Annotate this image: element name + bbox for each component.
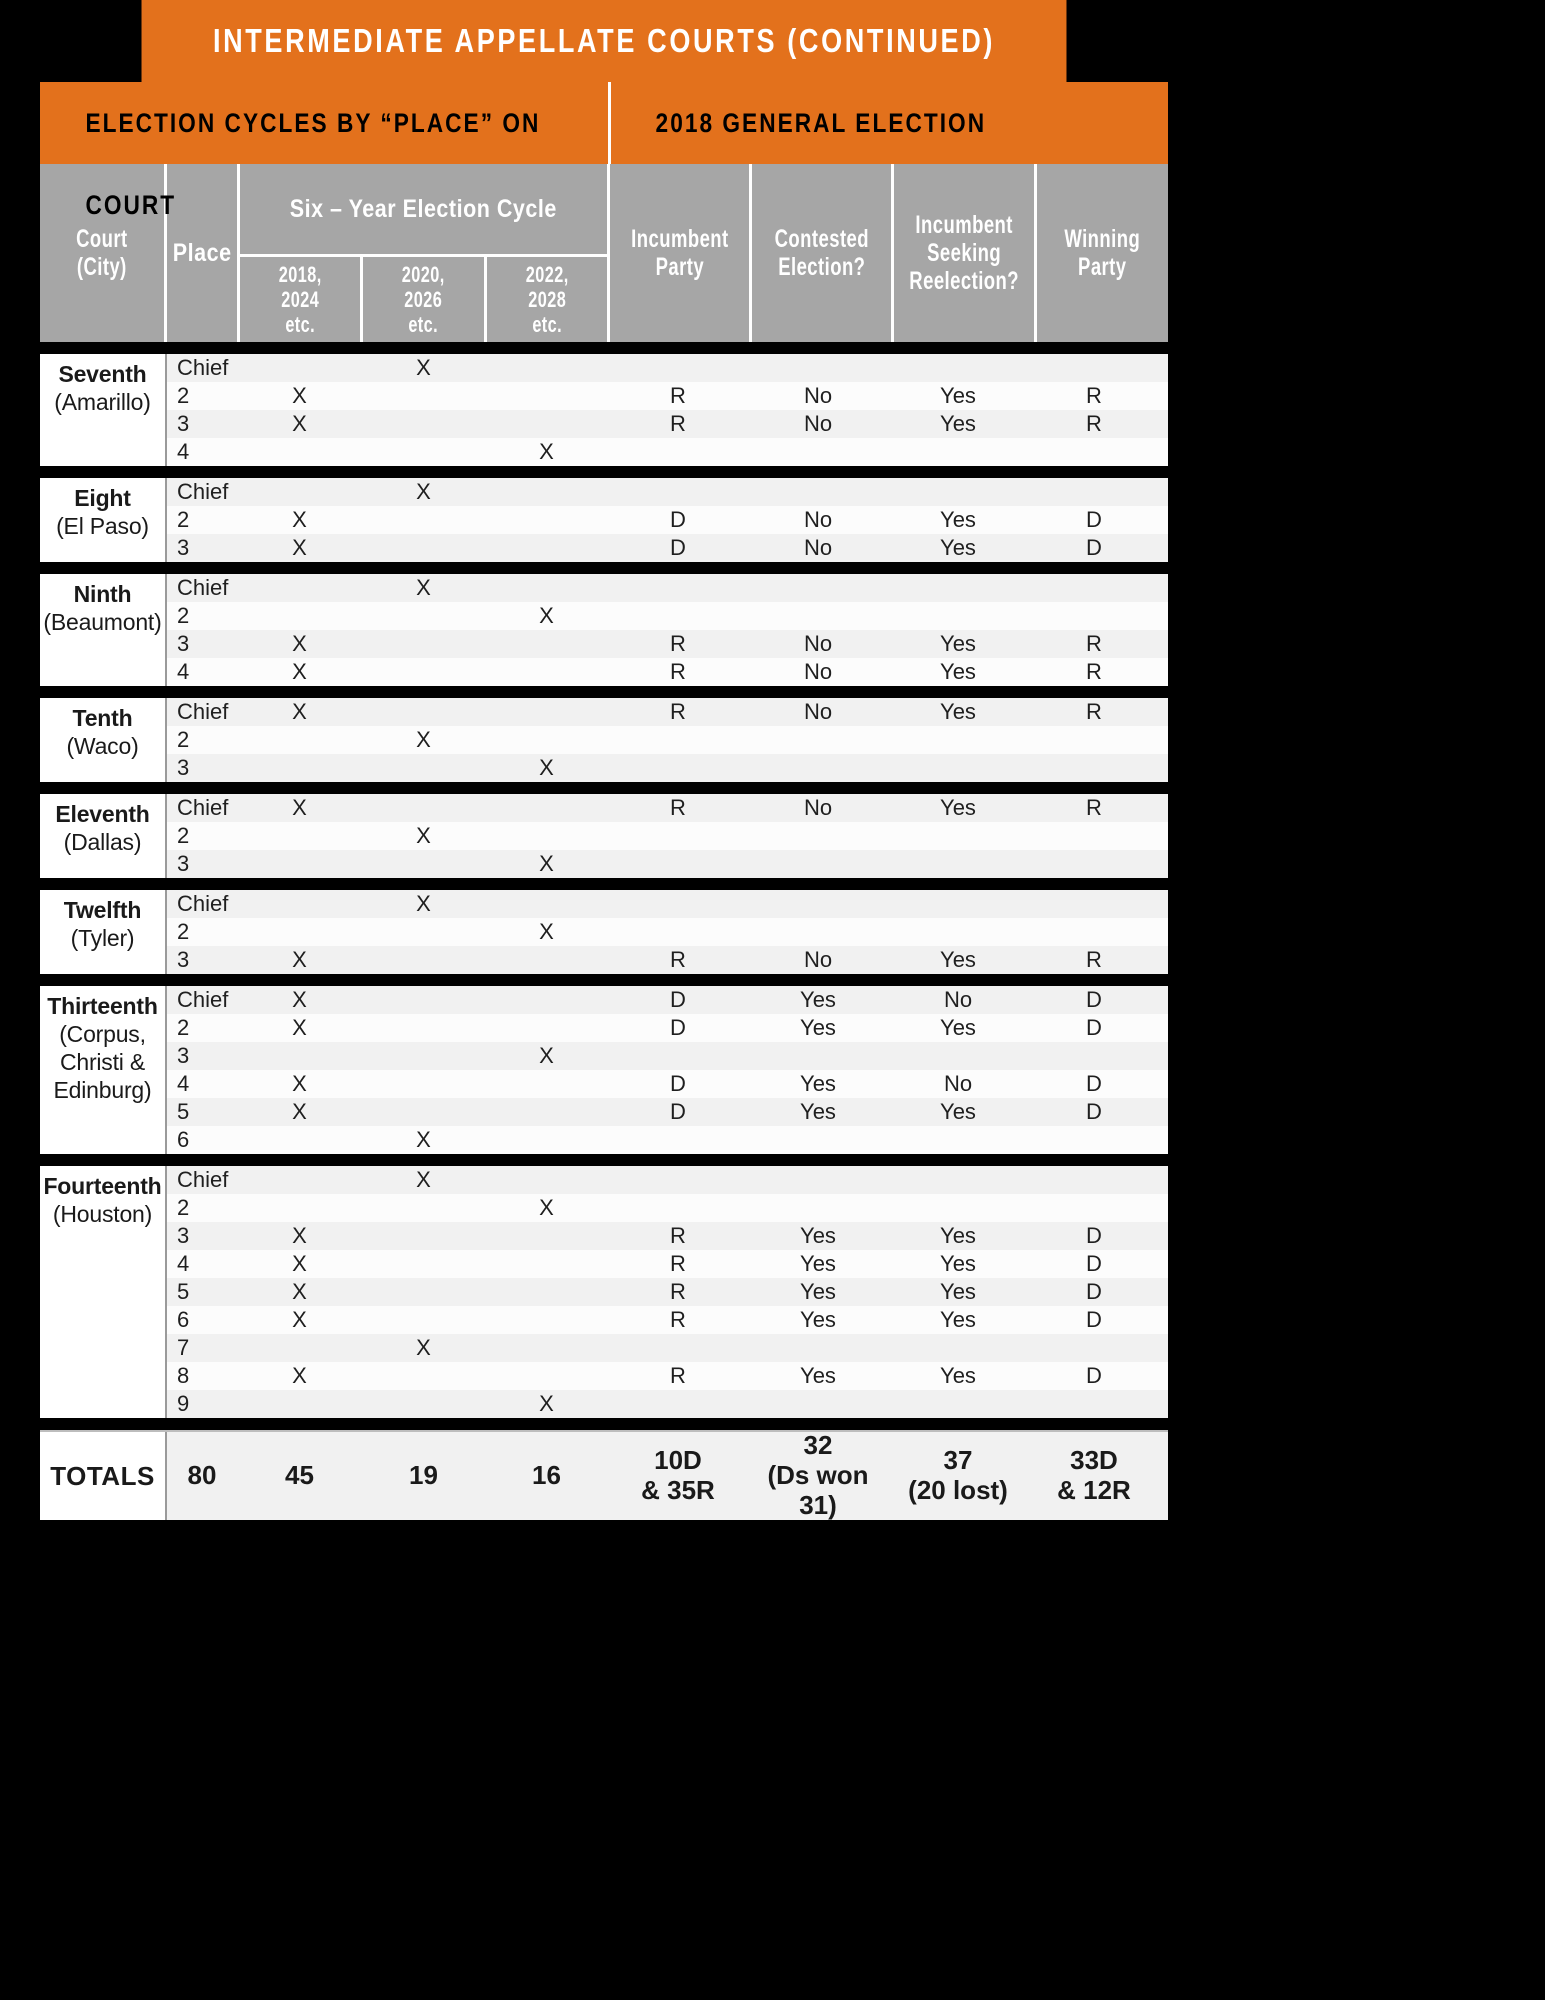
cell-winning: R xyxy=(1086,699,1102,724)
column-header-court-line1: Court xyxy=(76,225,128,253)
column-header-incumbent-party-line2: Party xyxy=(655,253,704,281)
table-row[interactable] xyxy=(167,1306,1168,1334)
court-name-cell xyxy=(40,698,165,782)
cell-year-2020: X xyxy=(416,891,431,916)
court-name: Seventh xyxy=(58,361,147,387)
table-row[interactable] xyxy=(167,1334,1168,1362)
court-group xyxy=(40,986,1168,1154)
court-group xyxy=(40,354,1168,466)
cell-place: 3 xyxy=(177,755,190,780)
cell-contested: Yes xyxy=(800,1223,836,1248)
table-row[interactable] xyxy=(167,698,1168,726)
table-body xyxy=(40,342,1168,1418)
column-header-incumbent-party xyxy=(610,164,749,342)
table-row[interactable] xyxy=(167,658,1168,686)
court-name: Tenth xyxy=(72,705,133,731)
cell-year-2018: X xyxy=(292,383,307,408)
cell-winning: R xyxy=(1086,411,1102,436)
cell-place: 2 xyxy=(177,727,190,752)
cell-place: 4 xyxy=(177,1251,190,1276)
cell-contested: No xyxy=(803,947,833,972)
totals-winning-line2: & 12R xyxy=(1057,1475,1131,1505)
cell-winning: D xyxy=(1086,987,1102,1012)
court-group xyxy=(40,478,1168,562)
court-city: (Beaumont) xyxy=(43,609,162,636)
cell-seeking: Yes xyxy=(940,659,976,684)
cell-incumbent-party: D xyxy=(670,987,686,1012)
cell-winning: D xyxy=(1086,1363,1102,1388)
table-row[interactable] xyxy=(167,890,1168,918)
cell-seeking: Yes xyxy=(940,699,976,724)
cell-winning: D xyxy=(1086,1015,1102,1040)
cell-year-2020: X xyxy=(416,355,431,380)
totals-year-2018: 45 xyxy=(285,1460,314,1491)
totals-incumbent-party-line2: & 35R xyxy=(641,1475,715,1505)
totals-contested-line2: (Ds won 31) xyxy=(767,1460,869,1520)
cell-year-2018: X xyxy=(292,699,307,724)
cell-year-2022: X xyxy=(539,439,554,464)
cell-year-2018: X xyxy=(292,1307,307,1332)
table-row[interactable] xyxy=(167,1070,1168,1098)
cell-contested: No xyxy=(803,659,833,684)
court-name-cell xyxy=(40,354,165,466)
table-row[interactable] xyxy=(167,1166,1168,1194)
cell-place: 3 xyxy=(177,947,190,972)
column-header-seeking-line1: Incumbent xyxy=(915,211,1013,239)
totals-year-2020: 19 xyxy=(409,1460,438,1491)
column-header-contested-line1: Contested xyxy=(774,225,869,253)
cell-incumbent-party: D xyxy=(670,507,686,532)
table-row[interactable] xyxy=(167,506,1168,534)
cell-place: Chief xyxy=(177,1167,229,1192)
court-city: Christi & xyxy=(59,1049,146,1076)
cell-contested: No xyxy=(803,411,833,436)
cell-contested: Yes xyxy=(800,1071,836,1096)
cell-incumbent-party: R xyxy=(670,1307,686,1332)
table-row[interactable] xyxy=(167,382,1168,410)
table-row[interactable] xyxy=(167,1042,1168,1070)
column-header-winning-party xyxy=(1037,164,1168,342)
table-row[interactable] xyxy=(167,794,1168,822)
cell-place: Chief xyxy=(177,355,229,380)
cell-year-2018: X xyxy=(292,411,307,436)
cell-place: Chief xyxy=(177,479,229,504)
cell-seeking: Yes xyxy=(940,1307,976,1332)
cell-winning: D xyxy=(1086,535,1102,560)
cell-place: 8 xyxy=(177,1363,190,1388)
cell-year-2018: X xyxy=(292,507,307,532)
cell-incumbent-party: R xyxy=(670,699,686,724)
court-group xyxy=(40,890,1168,974)
column-header-six-year-cycle-label: Six – Year Election Cycle xyxy=(289,195,557,223)
group-gap xyxy=(40,974,1168,986)
court-city: (Tyler) xyxy=(70,925,135,952)
cell-winning: D xyxy=(1086,1099,1102,1124)
cell-winning: R xyxy=(1086,631,1102,656)
table-row[interactable] xyxy=(167,726,1168,754)
cell-incumbent-party: R xyxy=(670,1279,686,1304)
cell-place: 2 xyxy=(177,823,190,848)
column-header-contested-line2: Election? xyxy=(777,253,866,281)
column-header-year-2018-line2: etc. xyxy=(284,312,315,338)
cell-contested: No xyxy=(803,795,833,820)
court-rows xyxy=(165,354,1168,466)
cell-incumbent-party: R xyxy=(670,1251,686,1276)
cell-year-2020: X xyxy=(416,727,431,752)
cell-seeking: Yes xyxy=(940,535,976,560)
cell-place: 2 xyxy=(177,1195,190,1220)
court-city: (Waco) xyxy=(66,733,139,760)
cell-year-2018: X xyxy=(292,1071,307,1096)
cell-year-2018: X xyxy=(292,1099,307,1124)
cell-contested: Yes xyxy=(800,1363,836,1388)
table-row[interactable] xyxy=(167,1278,1168,1306)
column-header-incumbent-seeking-reelection xyxy=(894,164,1034,342)
column-header-winning-line1: Winning xyxy=(1064,225,1141,253)
cell-year-2018: X xyxy=(292,947,307,972)
totals-label: TOTALS xyxy=(40,1432,165,1520)
cell-year-2020: X xyxy=(416,823,431,848)
cell-contested: Yes xyxy=(800,1099,836,1124)
cell-winning: D xyxy=(1086,1071,1102,1096)
table-row[interactable] xyxy=(167,1390,1168,1418)
cell-place: 7 xyxy=(177,1335,190,1360)
column-header-year-2020-line2: etc. xyxy=(408,312,439,338)
group-gap xyxy=(40,342,1168,354)
column-header-winning-line2: Party xyxy=(1078,253,1127,281)
section-banner-election-cycles-label: ELECTION CYCLES BY “PLACE” ON COURT xyxy=(85,108,541,220)
cell-year-2020: X xyxy=(416,1127,431,1152)
cell-place: 3 xyxy=(177,1043,190,1068)
court-city: (Corpus, xyxy=(59,1021,146,1048)
cell-place: Chief xyxy=(177,795,229,820)
cell-year-2018: X xyxy=(292,659,307,684)
cell-place: Chief xyxy=(177,891,229,916)
cell-incumbent-party: R xyxy=(670,795,686,820)
cell-seeking: Yes xyxy=(940,947,976,972)
table-row[interactable] xyxy=(167,410,1168,438)
totals-winning xyxy=(1028,1446,1160,1506)
table-row[interactable] xyxy=(167,918,1168,946)
court-name-cell xyxy=(40,1166,165,1418)
cell-year-2018: X xyxy=(292,535,307,560)
cell-seeking: Yes xyxy=(940,507,976,532)
cell-contested: No xyxy=(803,507,833,532)
cell-place: 3 xyxy=(177,851,190,876)
cell-incumbent-party: R xyxy=(670,659,686,684)
column-header-seeking-line2: Seeking xyxy=(926,239,1001,267)
cell-incumbent-party: D xyxy=(670,1099,686,1124)
cell-contested: Yes xyxy=(800,987,836,1012)
cell-incumbent-party: R xyxy=(670,1363,686,1388)
table-row[interactable] xyxy=(167,630,1168,658)
court-rows xyxy=(165,1166,1168,1418)
page-title: INTERMEDIATE APPELLATE COURTS (CONTINUED) xyxy=(142,0,1067,82)
cell-seeking: Yes xyxy=(940,795,976,820)
cell-year-2022: X xyxy=(539,755,554,780)
cell-contested: No xyxy=(803,699,833,724)
totals-incumbent-party-line1: 10D xyxy=(654,1445,702,1476)
cell-seeking: Yes xyxy=(940,631,976,656)
cell-seeking: Yes xyxy=(940,1099,976,1124)
court-name-cell xyxy=(40,986,165,1154)
court-name: Fourteenth xyxy=(43,1173,162,1199)
table-row[interactable] xyxy=(167,822,1168,850)
cell-place: 5 xyxy=(177,1099,190,1124)
cell-contested: No xyxy=(803,383,833,408)
table-row[interactable] xyxy=(167,354,1168,382)
cell-seeking: Yes xyxy=(940,411,976,436)
cell-year-2018: X xyxy=(292,1223,307,1248)
totals-seeking-line1: 37 xyxy=(943,1445,973,1476)
cell-year-2018: X xyxy=(292,1279,307,1304)
court-name-cell xyxy=(40,890,165,974)
cell-place: 2 xyxy=(177,383,190,408)
cell-year-2020: X xyxy=(416,1335,431,1360)
column-header-year-subrow xyxy=(240,254,607,342)
court-rows xyxy=(165,794,1168,878)
cell-year-2022: X xyxy=(539,1391,554,1416)
court-name: Thirteenth xyxy=(47,993,158,1019)
totals-year-2022: 16 xyxy=(532,1460,561,1491)
table-row[interactable] xyxy=(167,602,1168,630)
group-gap xyxy=(40,562,1168,574)
group-gap xyxy=(40,878,1168,890)
table-row[interactable] xyxy=(167,478,1168,506)
cell-place: 9 xyxy=(177,1391,190,1416)
court-name: Twelfth xyxy=(63,897,142,923)
cell-year-2018: X xyxy=(292,1251,307,1276)
cell-winning: R xyxy=(1086,659,1102,684)
cell-contested: No xyxy=(803,631,833,656)
cell-incumbent-party: D xyxy=(670,1071,686,1096)
court-name-cell xyxy=(40,794,165,878)
court-rows xyxy=(165,890,1168,974)
group-gap xyxy=(40,686,1168,698)
cell-place: 6 xyxy=(177,1307,190,1332)
court-group xyxy=(40,698,1168,782)
cell-seeking: Yes xyxy=(940,383,976,408)
section-banner-general-election-label: 2018 GENERAL ELECTION xyxy=(655,108,987,138)
table-row[interactable] xyxy=(167,1362,1168,1390)
cell-incumbent-party: R xyxy=(670,1223,686,1248)
totals-winning-line1: 33D xyxy=(1070,1445,1118,1476)
cell-place: 3 xyxy=(177,631,190,656)
court-city: (Houston) xyxy=(52,1201,153,1228)
cell-place: 4 xyxy=(177,439,190,464)
cell-seeking: Yes xyxy=(940,1363,976,1388)
table-row[interactable] xyxy=(167,986,1168,1014)
group-gap xyxy=(40,466,1168,478)
column-header-place-label: Place xyxy=(172,239,232,267)
cell-incumbent-party: R xyxy=(670,383,686,408)
group-gap xyxy=(40,782,1168,794)
cell-contested: Yes xyxy=(800,1251,836,1276)
cell-winning: D xyxy=(1086,1251,1102,1276)
table-row[interactable] xyxy=(167,1222,1168,1250)
table-row[interactable] xyxy=(167,438,1168,466)
cell-place: 2 xyxy=(177,603,190,628)
cell-place: 4 xyxy=(177,659,190,684)
cell-year-2020: X xyxy=(416,479,431,504)
table-row[interactable] xyxy=(167,850,1168,878)
cell-incumbent-party: D xyxy=(670,535,686,560)
cell-place: 3 xyxy=(177,411,190,436)
court-rows xyxy=(165,574,1168,686)
cell-year-2018: X xyxy=(292,987,307,1012)
column-header-year-2018 xyxy=(240,257,360,342)
court-name: Eight xyxy=(74,485,131,511)
column-header-court-line2: (City) xyxy=(77,253,127,281)
cell-year-2018: X xyxy=(292,631,307,656)
table-sheet xyxy=(40,0,1168,1520)
cell-contested: Yes xyxy=(800,1279,836,1304)
court-city: Edinburg) xyxy=(53,1077,152,1104)
totals-seeking-line2: (20 lost) xyxy=(908,1475,1008,1505)
totals-values xyxy=(165,1432,1168,1520)
cell-incumbent-party: R xyxy=(670,631,686,656)
cell-incumbent-party: R xyxy=(670,947,686,972)
court-rows xyxy=(165,698,1168,782)
court-group xyxy=(40,574,1168,686)
court-city: (El Paso) xyxy=(56,513,149,540)
group-gap xyxy=(40,1154,1168,1166)
section-banner-general-election xyxy=(611,82,1168,164)
cell-place: 3 xyxy=(177,535,190,560)
column-header-year-2022 xyxy=(487,257,607,342)
court-group xyxy=(40,794,1168,878)
court-name: Ninth xyxy=(73,581,132,607)
cell-place: 3 xyxy=(177,1223,190,1248)
cell-place: 6 xyxy=(177,1127,190,1152)
cell-year-2018: X xyxy=(292,795,307,820)
totals-incumbent-party xyxy=(608,1446,748,1506)
cell-seeking: No xyxy=(943,1071,973,1096)
court-rows xyxy=(165,478,1168,562)
column-header-year-2020-line1: 2020, 2026 xyxy=(401,261,445,312)
table-row[interactable] xyxy=(167,1014,1168,1042)
court-name-cell xyxy=(40,574,165,686)
cell-winning: D xyxy=(1086,1223,1102,1248)
cell-year-2022: X xyxy=(539,603,554,628)
column-header-seeking-line3: Reelection? xyxy=(909,267,1019,295)
cell-winning: R xyxy=(1086,383,1102,408)
totals-contested-line1: 32 xyxy=(803,1430,833,1461)
cell-seeking: Yes xyxy=(940,1251,976,1276)
cell-year-2018: X xyxy=(292,1015,307,1040)
cell-place: Chief xyxy=(177,987,229,1012)
cell-contested: Yes xyxy=(800,1015,836,1040)
cell-place: Chief xyxy=(177,575,229,600)
table-row[interactable] xyxy=(167,1126,1168,1154)
column-header-year-2022-line2: etc. xyxy=(531,312,562,338)
court-name: Eleventh xyxy=(55,801,150,827)
cell-place: 2 xyxy=(177,919,190,944)
totals-contested xyxy=(748,1431,888,1521)
court-group xyxy=(40,1166,1168,1418)
cell-year-2022: X xyxy=(539,1195,554,1220)
cell-winning: R xyxy=(1086,795,1102,820)
cell-year-2020: X xyxy=(416,1167,431,1192)
cell-place: 2 xyxy=(177,1015,190,1040)
cell-incumbent-party: R xyxy=(670,411,686,436)
cell-place: 2 xyxy=(177,507,190,532)
table-row[interactable] xyxy=(167,1098,1168,1126)
column-header-contested-election xyxy=(752,164,891,342)
totals-seeking xyxy=(888,1446,1028,1506)
column-header-year-2022-line1: 2022, 2028 xyxy=(525,261,569,312)
cell-place: 5 xyxy=(177,1279,190,1304)
cell-incumbent-party: D xyxy=(670,1015,686,1040)
cell-year-2022: X xyxy=(539,919,554,944)
group-gap xyxy=(40,1418,1168,1430)
cell-seeking: Yes xyxy=(940,1279,976,1304)
totals-place: 80 xyxy=(187,1460,217,1491)
court-rows xyxy=(165,986,1168,1154)
cell-year-2022: X xyxy=(539,851,554,876)
cell-winning: D xyxy=(1086,1279,1102,1304)
table-row[interactable] xyxy=(167,574,1168,602)
cell-seeking: Yes xyxy=(940,1015,976,1040)
cell-seeking: Yes xyxy=(940,1223,976,1248)
cell-seeking: No xyxy=(943,987,973,1012)
table-row[interactable] xyxy=(167,1250,1168,1278)
cell-winning: D xyxy=(1086,507,1102,532)
cell-contested: No xyxy=(803,535,833,560)
court-name-cell xyxy=(40,478,165,562)
table-row[interactable] xyxy=(167,534,1168,562)
cell-place: Chief xyxy=(177,699,229,724)
totals-row xyxy=(40,1430,1168,1520)
table-row[interactable] xyxy=(167,1194,1168,1222)
table-row[interactable] xyxy=(167,754,1168,782)
cell-year-2022: X xyxy=(539,1043,554,1068)
cell-year-2020: X xyxy=(416,575,431,600)
column-header-year-2020 xyxy=(363,257,483,342)
cell-contested: Yes xyxy=(800,1307,836,1332)
court-city: (Amarillo) xyxy=(54,389,151,416)
column-header-year-2018-line1: 2018, 2024 xyxy=(278,261,322,312)
cell-place: 4 xyxy=(177,1071,190,1096)
court-city: (Dallas) xyxy=(63,829,142,856)
cell-year-2018: X xyxy=(292,1363,307,1388)
cell-winning: D xyxy=(1086,1307,1102,1332)
column-header-incumbent-party-line1: Incumbent xyxy=(630,225,729,253)
table-row[interactable] xyxy=(167,946,1168,974)
cell-winning: R xyxy=(1086,947,1102,972)
